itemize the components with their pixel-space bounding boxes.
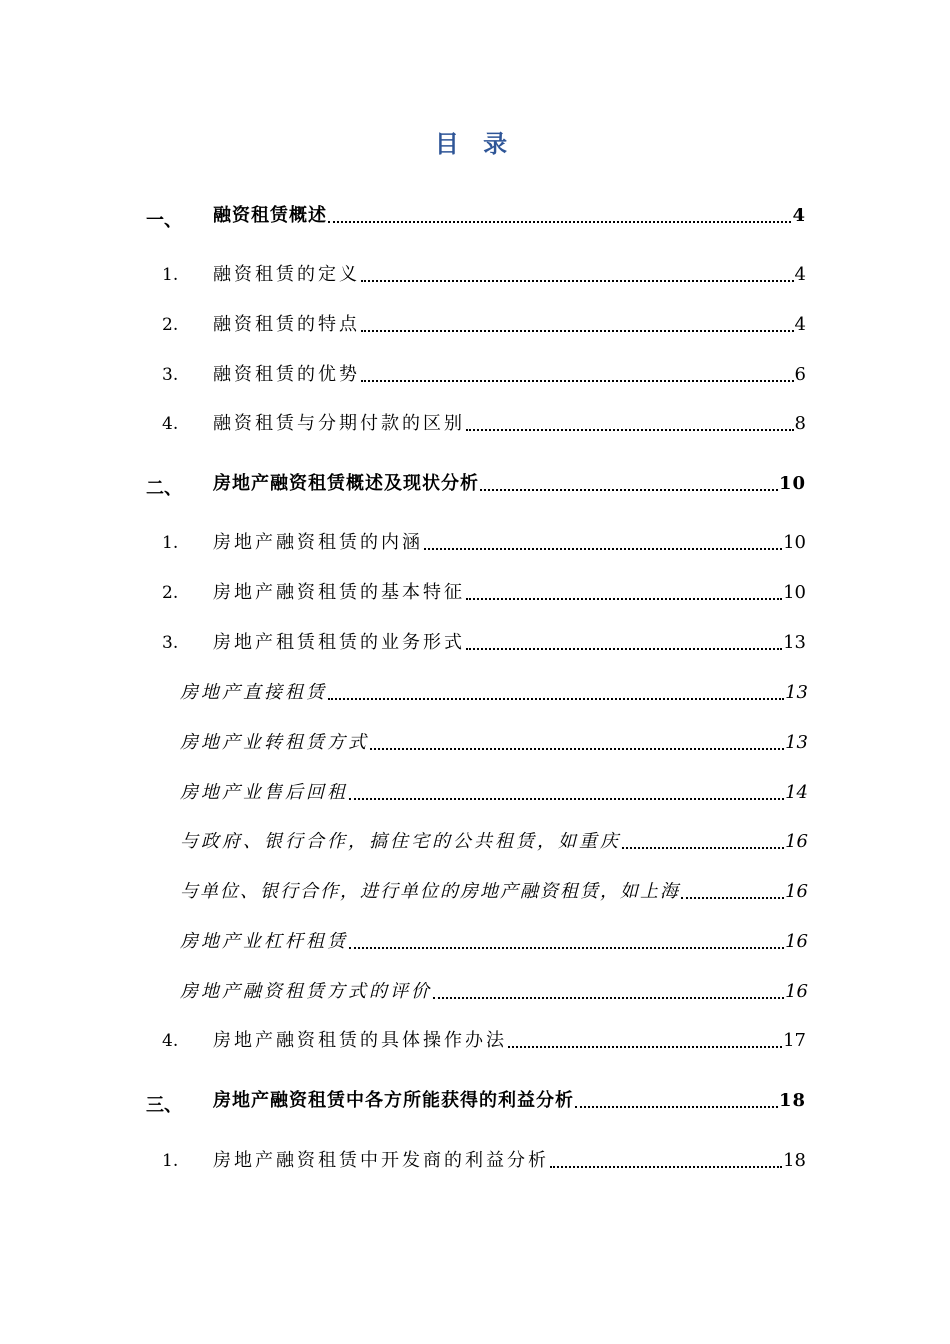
toc-entry-section[interactable]	[213, 365, 806, 385]
toc-entry-text: 与政府、银行合作，搞住宅的公共租赁，如重庆	[180, 831, 621, 852]
toc-entry-number: 3.	[162, 633, 179, 653]
dot-leader	[349, 946, 784, 949]
toc-entry-subsection[interactable]	[180, 832, 808, 852]
toc-entry-section[interactable]	[213, 1031, 806, 1051]
dot-leader	[349, 797, 784, 800]
toc-entry-number: 一、	[146, 210, 182, 231]
toc-entry-page: 16	[785, 881, 808, 902]
toc-entry-subsection[interactable]	[180, 882, 808, 902]
toc-entry-chapter[interactable]	[213, 1091, 806, 1111]
toc-entry-page: 13	[785, 682, 808, 703]
toc-entry-section[interactable]	[213, 583, 806, 603]
dot-leader	[424, 547, 782, 550]
toc-entry-text: 融资租赁与分期付款的区别	[213, 413, 465, 434]
toc-entry-text: 房地产融资租赁概述及现状分析	[213, 473, 479, 494]
dot-leader	[508, 1045, 782, 1048]
toc-entry-section[interactable]	[213, 414, 806, 434]
toc-entry-number: 4.	[162, 1031, 179, 1051]
toc-entry-page: 4	[792, 205, 806, 226]
toc-entry-subsection[interactable]	[180, 683, 808, 703]
toc-title: 目 录	[434, 130, 516, 158]
toc-entry-page: 16	[785, 831, 808, 852]
toc-entry-text: 房地产租赁租赁的业务形式	[213, 632, 465, 653]
toc-entry-text: 房地产业杠杆租赁	[180, 931, 348, 952]
toc-entry-number: 4.	[162, 414, 179, 434]
toc-entry-text: 房地产直接租赁	[180, 682, 327, 703]
toc-entry-page: 16	[785, 981, 808, 1002]
toc-entry-text: 房地产融资租赁中开发商的利益分析	[213, 1150, 549, 1171]
toc-entry-text: 融资租赁的定义	[213, 264, 360, 285]
dot-leader	[361, 279, 794, 282]
dot-leader	[622, 846, 784, 849]
toc-entry-number: 2.	[162, 315, 179, 335]
toc-entry-text: 融资租赁的特点	[213, 314, 360, 335]
dot-leader	[466, 597, 782, 600]
toc-entry-page: 13	[783, 632, 806, 653]
toc-entry-number: 3.	[162, 365, 179, 385]
toc-entry-page: 10	[778, 473, 806, 494]
dot-leader	[466, 428, 794, 431]
toc-entry-page: 18	[778, 1090, 806, 1111]
toc-entry-section[interactable]	[213, 265, 806, 285]
toc-entry-chapter[interactable]	[213, 474, 806, 494]
toc-entry-subsection[interactable]	[180, 932, 808, 952]
toc-entry-text: 房地产业转租赁方式	[180, 732, 369, 753]
toc-entry-text: 房地产融资租赁中各方所能获得的利益分析	[213, 1090, 574, 1111]
dot-leader	[361, 379, 794, 382]
dot-leader	[550, 1165, 782, 1168]
toc-entry-page: 6	[794, 364, 806, 385]
toc-entry-page: 4	[794, 264, 806, 285]
toc-entry-chapter[interactable]	[213, 206, 806, 226]
toc-entry-number: 1.	[162, 265, 179, 285]
toc-entry-text: 房地产融资租赁的具体操作办法	[213, 1030, 507, 1051]
toc-entry-page: 14	[785, 782, 808, 803]
toc-entry-number: 2.	[162, 583, 179, 603]
toc-entry-text: 房地产融资租赁方式的评价	[180, 981, 432, 1002]
toc-entry-text: 房地产融资租赁的基本特征	[213, 582, 465, 603]
dot-leader	[328, 220, 791, 223]
toc-entry-subsection[interactable]	[180, 733, 808, 753]
toc-entry-page: 13	[785, 732, 808, 753]
toc-entry-page: 4	[794, 314, 806, 335]
toc-entry-number: 三、	[146, 1095, 182, 1116]
toc-entry-text: 房地产业售后回租	[180, 782, 348, 803]
dot-leader	[575, 1105, 778, 1108]
toc-entry-section[interactable]	[213, 315, 806, 335]
toc-entry-section[interactable]	[213, 1151, 806, 1171]
toc-entry-page: 16	[785, 931, 808, 952]
dot-leader	[433, 996, 784, 999]
toc-entry-page: 10	[783, 532, 806, 553]
toc-entry-page: 18	[783, 1150, 806, 1171]
dot-leader	[480, 488, 778, 491]
toc-entry-number: 1.	[162, 1151, 179, 1171]
toc-entry-subsection[interactable]	[180, 783, 808, 803]
dot-leader	[466, 647, 782, 650]
toc-entry-page: 10	[783, 582, 806, 603]
toc-entry-section[interactable]	[213, 533, 806, 553]
dot-leader	[681, 896, 784, 899]
dot-leader	[361, 329, 794, 332]
toc-entry-text: 融资租赁概述	[213, 205, 327, 226]
toc-entry-number: 1.	[162, 533, 179, 553]
dot-leader	[328, 697, 784, 700]
toc-entry-subsection[interactable]	[180, 982, 808, 1002]
toc-entry-text: 与单位、银行合作，进行单位的房地产融资租赁，如上海	[180, 881, 680, 902]
toc-entry-text: 房地产融资租赁的内涵	[213, 532, 423, 553]
toc-entry-text: 融资租赁的优势	[213, 364, 360, 385]
toc-entry-number: 二、	[146, 478, 182, 499]
toc-entry-page: 17	[783, 1030, 806, 1051]
toc-entry-page: 8	[794, 413, 806, 434]
toc-entry-section[interactable]	[213, 633, 806, 653]
dot-leader	[370, 747, 784, 750]
